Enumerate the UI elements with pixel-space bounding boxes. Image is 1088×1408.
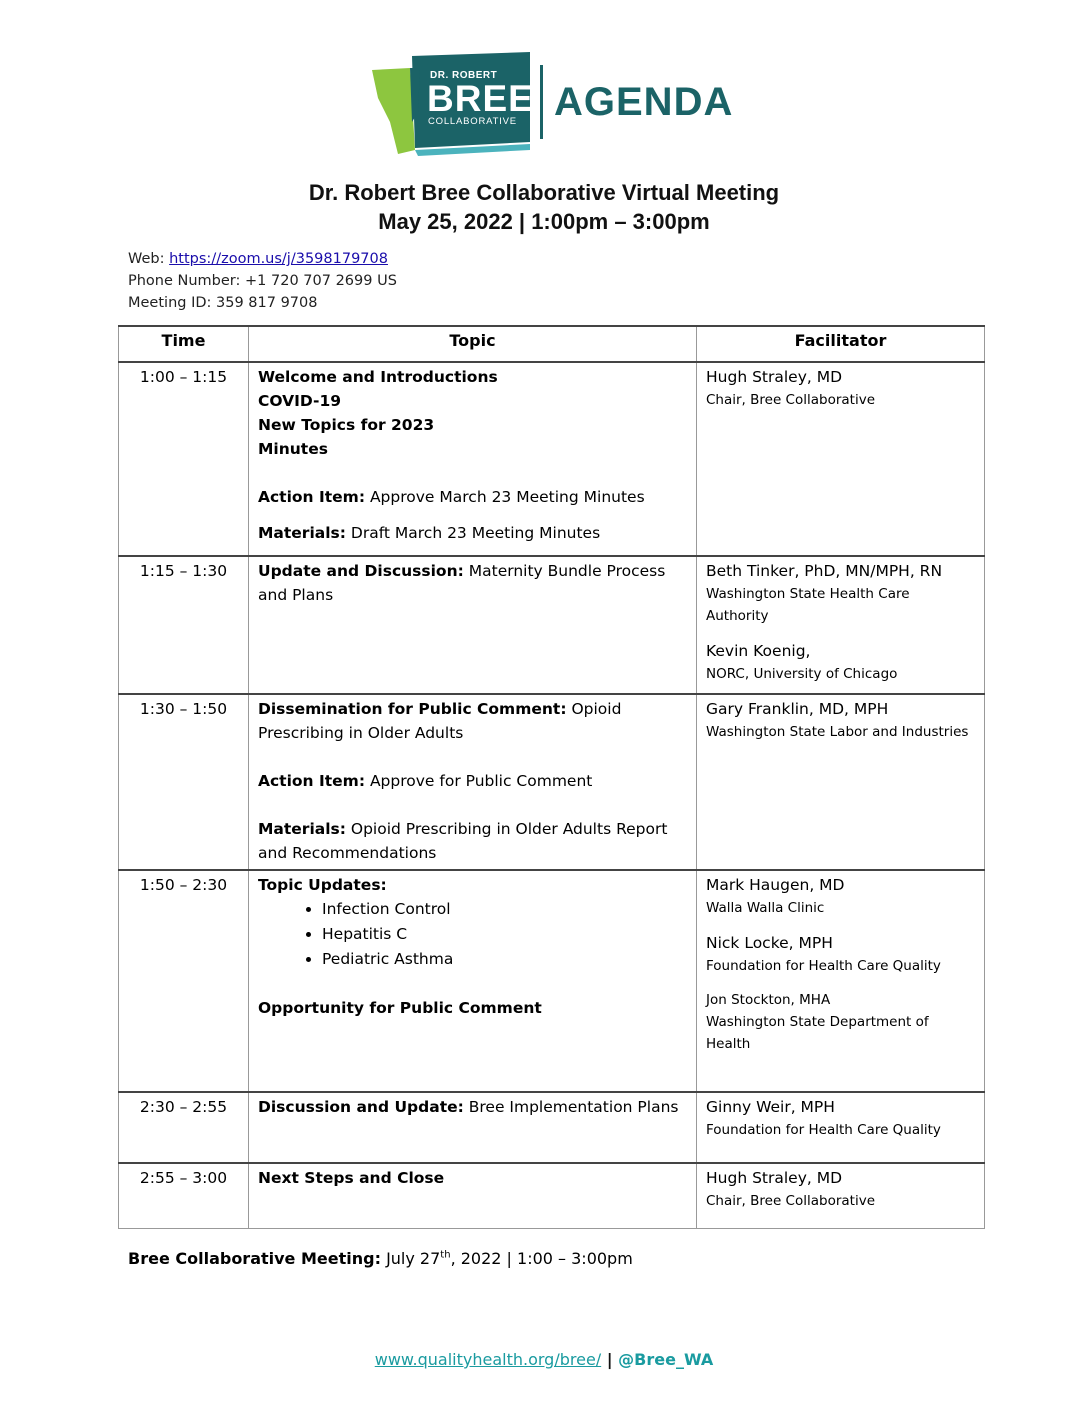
topic-label: Topic Updates: xyxy=(258,876,387,894)
next-meeting xyxy=(128,1249,633,1268)
logo-divider xyxy=(540,65,543,139)
agenda-table xyxy=(118,325,985,1229)
zoom-link[interactable]: https://zoom.us/j/3598179708 xyxy=(169,251,388,267)
facilitator-name: Jon Stockton, MHA xyxy=(706,992,831,1008)
row-time: 1:50 – 2:30 xyxy=(119,870,249,1092)
row-time: 1:15 – 1:30 xyxy=(119,556,249,694)
action-text: Approve for Public Comment xyxy=(365,772,593,790)
footer-separator: | xyxy=(601,1350,619,1369)
facilitator-org: Foundation for Health Care Quality xyxy=(706,958,941,974)
row-facilitator xyxy=(697,362,985,556)
row-facilitator xyxy=(697,556,985,694)
topic-label: Update and Discussion: xyxy=(258,562,464,580)
facilitator-org: Walla Walla Clinic xyxy=(706,900,825,916)
row-topic xyxy=(249,1163,697,1228)
action-label: Action Item: xyxy=(258,772,366,790)
header-facilitator: Facilitator xyxy=(697,326,985,362)
action-item xyxy=(258,485,687,509)
topic-line: COVID-19 xyxy=(258,392,342,410)
row-facilitator xyxy=(697,1092,985,1163)
topic-text: Opioid Prescribing in Older Adults xyxy=(258,700,622,742)
web-info xyxy=(128,251,388,267)
topic-line: Minutes xyxy=(258,440,328,458)
facilitator-org: Chair, Bree Collaborative xyxy=(706,1193,876,1209)
list-item: • Pediatric Asthma xyxy=(322,947,687,972)
action-item xyxy=(258,769,687,793)
meeting-id: Meeting ID: 359 817 9708 xyxy=(128,295,318,311)
header-topic: Topic xyxy=(249,326,697,362)
facilitator-name: Hugh Straley, MD xyxy=(706,368,843,386)
materials xyxy=(258,817,687,865)
materials xyxy=(258,521,687,545)
header-time: Time xyxy=(119,326,249,362)
topic-label: Dissemination for Public Comment: xyxy=(258,700,567,718)
next-meeting-date: July 27 xyxy=(380,1249,441,1268)
phone-number: Phone Number: +1 720 707 2699 US xyxy=(128,273,397,289)
footer-links xyxy=(0,1350,1088,1369)
facilitator-name: Mark Haugen, MD xyxy=(706,876,845,894)
row-topic xyxy=(249,362,697,556)
materials-label: Materials: xyxy=(258,524,346,542)
web-label: Web: xyxy=(128,251,170,267)
facilitator-org: NORC, University of Chicago xyxy=(706,666,898,682)
materials-text: Opioid Prescribing in Older Adults Report and Recommendations xyxy=(258,820,668,862)
row-time: 1:00 – 1:15 xyxy=(119,362,249,556)
row-topic xyxy=(249,870,697,1092)
next-meeting-label: Bree Collaborative Meeting: xyxy=(128,1249,381,1268)
action-label: Action Item: xyxy=(258,488,366,506)
row-facilitator xyxy=(697,1163,985,1228)
topic-label: Next Steps and Close xyxy=(258,1169,445,1187)
agenda-heading: AGENDA xyxy=(554,80,734,124)
facilitator-org: Washington State Labor and Industries xyxy=(706,724,969,740)
topic-line: New Topics for 2023 xyxy=(258,416,435,434)
public-comment: Opportunity for Public Comment xyxy=(258,999,542,1017)
topic-label: Discussion and Update: xyxy=(258,1098,464,1116)
meeting-title: Dr. Robert Bree Collaborative Virtual Meeting xyxy=(308,180,780,205)
table-row xyxy=(119,870,985,1092)
facilitator-name: Gary Franklin, MD, MPH xyxy=(706,700,889,718)
bree-logo xyxy=(370,52,734,158)
next-meeting-time: , 2022 | 1:00 – 3:00pm xyxy=(450,1249,633,1268)
table-row xyxy=(119,556,985,694)
topic-text: Bree Implementation Plans xyxy=(463,1098,679,1116)
twitter-handle: @Bree_WA xyxy=(618,1350,714,1369)
table-row xyxy=(119,362,985,556)
facilitator-org: Washington State Health Care Authority xyxy=(706,586,910,624)
action-text: Approve March 23 Meeting Minutes xyxy=(365,488,645,506)
facilitator-org: Washington State Department of Health xyxy=(706,1014,929,1052)
row-facilitator xyxy=(697,694,985,870)
facilitator-name: Beth Tinker, PhD, MN/MPH, RN xyxy=(706,562,943,580)
materials-label: Materials: xyxy=(258,820,346,838)
row-time: 2:55 – 3:00 xyxy=(119,1163,249,1228)
row-facilitator xyxy=(697,870,985,1092)
facilitator-org: Foundation for Health Care Quality xyxy=(706,1122,941,1138)
logo-collaborative: COLLABORATIVE xyxy=(428,116,517,127)
table-header-row xyxy=(119,326,985,362)
facilitator-name: Hugh Straley, MD xyxy=(706,1169,843,1187)
row-topic xyxy=(249,694,697,870)
logo-bree: BREE xyxy=(427,78,534,119)
row-topic xyxy=(249,1092,697,1163)
materials-text: Draft March 23 Meeting Minutes xyxy=(345,524,601,542)
row-time: 2:30 – 2:55 xyxy=(119,1092,249,1163)
facilitator-name: Nick Locke, MPH xyxy=(706,934,833,952)
date-suffix: th xyxy=(440,1249,451,1261)
topic-bullet-list xyxy=(258,897,687,972)
row-time: 1:30 – 1:50 xyxy=(119,694,249,870)
topic-text: Maternity Bundle Process and Plans xyxy=(258,562,666,604)
meeting-date: May 25, 2022 | 1:00pm – 3:00pm xyxy=(378,209,710,234)
table-row xyxy=(119,694,985,870)
row-topic xyxy=(249,556,697,694)
list-item: • Hepatitis C xyxy=(322,922,687,947)
facilitator-name: Ginny Weir, MPH xyxy=(706,1098,835,1116)
facilitator-name: Kevin Koenig, xyxy=(706,642,811,660)
logo-dr-robert: DR. ROBERT xyxy=(430,70,498,81)
topic-line: Welcome and Introductions xyxy=(258,368,498,386)
website-link[interactable]: www.qualityhealth.org/bree/ xyxy=(374,1350,602,1369)
table-row xyxy=(119,1163,985,1228)
facilitator-org: Chair, Bree Collaborative xyxy=(706,392,876,408)
table-row xyxy=(119,1092,985,1163)
list-item: • Infection Control xyxy=(322,897,687,922)
